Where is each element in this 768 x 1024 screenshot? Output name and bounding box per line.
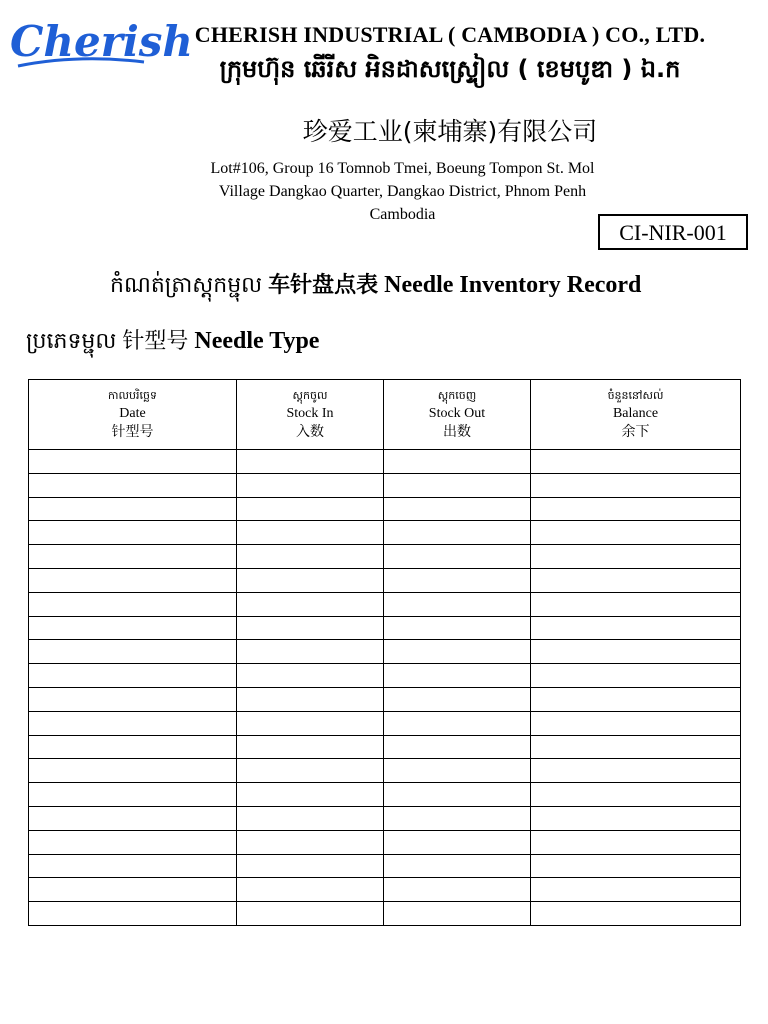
stock-in-cell[interactable] xyxy=(237,759,384,783)
company-name-english: CHERISH INDUSTRIAL ( CAMBODIA ) CO., LTD. xyxy=(194,22,706,47)
stock-in-cell[interactable] xyxy=(237,640,384,664)
table-row xyxy=(29,568,741,592)
column-header-khmer: ស្តុកចេញ xyxy=(437,389,477,402)
balance-cell[interactable] xyxy=(531,664,741,688)
stock-out-cell[interactable] xyxy=(384,497,531,521)
stock-out-cell[interactable] xyxy=(384,616,531,640)
date-cell[interactable] xyxy=(29,783,237,807)
table-row xyxy=(29,902,741,926)
balance-cell[interactable] xyxy=(531,497,741,521)
balance-cell[interactable] xyxy=(531,806,741,830)
date-cell[interactable] xyxy=(29,878,237,902)
stock-out-cell[interactable] xyxy=(384,664,531,688)
stock-in-cell[interactable] xyxy=(237,711,384,735)
stock-in-cell[interactable] xyxy=(237,497,384,521)
date-cell[interactable] xyxy=(29,711,237,735)
balance-cell[interactable] xyxy=(531,830,741,854)
stock-out-cell[interactable] xyxy=(384,687,531,711)
date-cell[interactable] xyxy=(29,545,237,569)
table-row xyxy=(29,497,741,521)
stock-in-cell[interactable] xyxy=(237,473,384,497)
address-line-2: Village Dangkao Quarter, Dangkao District, Phnom Penh xyxy=(218,183,587,200)
balance-cell[interactable] xyxy=(531,473,741,497)
stock-in-cell[interactable] xyxy=(237,616,384,640)
balance-cell[interactable] xyxy=(531,592,741,616)
company-name-chinese: 珍爱工业(柬埔寨)有限公司 xyxy=(302,117,598,146)
balance-cell[interactable] xyxy=(531,521,741,545)
stock-in-cell[interactable] xyxy=(237,735,384,759)
balance-cell[interactable] xyxy=(531,735,741,759)
table-row xyxy=(29,711,741,735)
date-cell[interactable] xyxy=(29,806,237,830)
logo-wordmark: Cherish xyxy=(10,17,193,66)
needle-type-chinese: 针型号 xyxy=(122,329,189,354)
balance-cell[interactable] xyxy=(531,902,741,926)
table-row xyxy=(29,664,741,688)
table-row xyxy=(29,640,741,664)
stock-in-cell[interactable] xyxy=(237,783,384,807)
stock-in-cell[interactable] xyxy=(237,664,384,688)
column-header-english: Balance xyxy=(612,406,659,421)
table-row xyxy=(29,616,741,640)
stock-out-cell[interactable] xyxy=(384,545,531,569)
balance-cell[interactable] xyxy=(531,450,741,474)
stock-in-cell[interactable] xyxy=(237,806,384,830)
stock-out-cell[interactable] xyxy=(384,759,531,783)
stock-out-cell[interactable] xyxy=(384,830,531,854)
balance-cell[interactable] xyxy=(531,545,741,569)
stock-in-cell[interactable] xyxy=(237,592,384,616)
cherish-logo-mark xyxy=(8,4,193,76)
date-cell[interactable] xyxy=(29,450,237,474)
stock-out-cell[interactable] xyxy=(384,711,531,735)
table-header-row xyxy=(29,380,741,450)
table-row xyxy=(29,735,741,759)
column-header-english: Stock Out xyxy=(428,406,486,421)
date-cell[interactable] xyxy=(29,568,237,592)
date-cell[interactable] xyxy=(29,521,237,545)
balance-cell[interactable] xyxy=(531,759,741,783)
stock-out-cell[interactable] xyxy=(384,806,531,830)
stock-out-cell[interactable] xyxy=(384,592,531,616)
stock-out-cell[interactable] xyxy=(384,640,531,664)
table-row xyxy=(29,806,741,830)
balance-cell[interactable] xyxy=(531,711,741,735)
needle-type-label xyxy=(26,324,726,359)
balance-cell[interactable] xyxy=(531,783,741,807)
balance-cell[interactable] xyxy=(531,616,741,640)
stock-in-cell[interactable] xyxy=(237,902,384,926)
column-header-khmer: កាលបរិច្ឆេទ xyxy=(108,389,157,402)
form-title-khmer: កំណត់ត្រាស្តុកម្ជុល xyxy=(110,273,263,298)
company-logo xyxy=(8,4,193,76)
column-header-stock-out xyxy=(384,380,531,450)
form-title xyxy=(110,268,750,303)
stock-out-cell[interactable] xyxy=(384,473,531,497)
stock-out-cell[interactable] xyxy=(384,854,531,878)
date-cell[interactable] xyxy=(29,664,237,688)
stock-out-cell[interactable] xyxy=(384,783,531,807)
inventory-table xyxy=(28,379,741,926)
date-cell[interactable] xyxy=(29,497,237,521)
stock-in-cell[interactable] xyxy=(237,854,384,878)
stock-out-cell[interactable] xyxy=(384,521,531,545)
table-row xyxy=(29,521,741,545)
column-header-balance xyxy=(531,380,741,450)
column-header-chinese: 余下 xyxy=(621,424,650,440)
company-name-khmer: ក្រុមហ៊ុន ឆើរីស អិនដាសស្ទ្រៀល ( ខេមបូឌា ) ឯ.ក xyxy=(219,55,681,83)
column-header-stock-in xyxy=(237,380,384,450)
table-row xyxy=(29,592,741,616)
column-header-chinese: 针型号 xyxy=(111,424,154,440)
column-header-date xyxy=(29,380,237,450)
date-cell[interactable] xyxy=(29,616,237,640)
stock-in-cell[interactable] xyxy=(237,568,384,592)
date-cell[interactable] xyxy=(29,830,237,854)
table-row xyxy=(29,473,741,497)
table-row xyxy=(29,545,741,569)
stock-out-cell[interactable] xyxy=(384,902,531,926)
address-line-3: Cambodia xyxy=(369,206,436,223)
stock-out-cell[interactable] xyxy=(384,735,531,759)
balance-cell[interactable] xyxy=(531,878,741,902)
balance-cell[interactable] xyxy=(531,568,741,592)
inventory-table-body xyxy=(29,450,741,926)
stock-in-cell[interactable] xyxy=(237,545,384,569)
stock-in-cell[interactable] xyxy=(237,830,384,854)
column-header-chinese: 入数 xyxy=(296,424,324,440)
needle-type-english: Needle Type xyxy=(194,328,320,354)
table-row xyxy=(29,830,741,854)
stock-in-cell[interactable] xyxy=(237,521,384,545)
column-header-khmer: ចំនួននៅសល់ xyxy=(607,389,664,402)
company-address xyxy=(150,157,655,226)
column-header-english: Date xyxy=(119,406,146,421)
table-row xyxy=(29,878,741,902)
form-title-english: Needle Inventory Record xyxy=(384,272,642,298)
date-cell[interactable] xyxy=(29,592,237,616)
table-row xyxy=(29,687,741,711)
date-cell[interactable] xyxy=(29,687,237,711)
stock-in-cell[interactable] xyxy=(237,687,384,711)
balance-cell[interactable] xyxy=(531,640,741,664)
balance-cell[interactable] xyxy=(531,687,741,711)
stock-out-cell[interactable] xyxy=(384,568,531,592)
balance-cell[interactable] xyxy=(531,854,741,878)
form-title-chinese: 车针盘点表 xyxy=(268,273,379,298)
table-row xyxy=(29,759,741,783)
table-row xyxy=(29,854,741,878)
date-cell[interactable] xyxy=(29,640,237,664)
stock-out-cell[interactable] xyxy=(384,878,531,902)
column-header-khmer: ស្តុកចូល xyxy=(292,389,328,402)
date-cell[interactable] xyxy=(29,735,237,759)
column-header-english: Stock In xyxy=(286,406,334,421)
date-cell[interactable] xyxy=(29,473,237,497)
date-cell[interactable] xyxy=(29,902,237,926)
table-row xyxy=(29,783,741,807)
date-cell[interactable] xyxy=(29,854,237,878)
date-cell[interactable] xyxy=(29,759,237,783)
stock-in-cell[interactable] xyxy=(237,878,384,902)
address-line-1: Lot#106, Group 16 Tomnob Tmei, Boeung Tompon St. Mol xyxy=(210,160,595,177)
table-row xyxy=(29,450,741,474)
column-header-chinese: 出数 xyxy=(443,424,471,440)
stock-out-cell[interactable] xyxy=(384,450,531,474)
stock-in-cell[interactable] xyxy=(237,450,384,474)
needle-type-khmer: ប្រភេទម្ជុល xyxy=(26,329,117,354)
document-code-box: CI-NIR-001 xyxy=(598,214,748,250)
